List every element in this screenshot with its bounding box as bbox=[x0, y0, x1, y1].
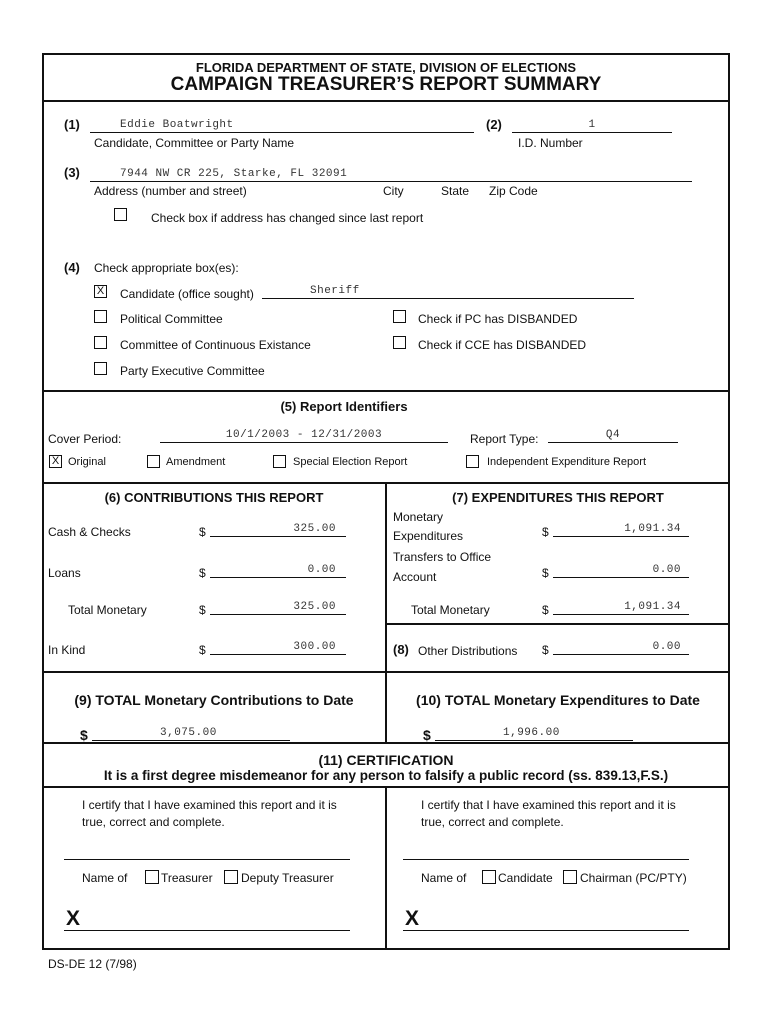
right-name-line bbox=[403, 859, 689, 860]
right-cert-line-2: true, correct and complete. bbox=[421, 815, 564, 829]
monetary-expenditures-label-2: Expenditures bbox=[393, 529, 464, 543]
divider bbox=[386, 623, 730, 625]
monetary-expenditures-label-1: Monetary bbox=[393, 510, 444, 524]
address-label: Address (number and street) bbox=[94, 184, 247, 198]
total-expenditures-title: (10) TOTAL Monetary Expenditures to Date bbox=[416, 692, 700, 708]
left-cert-line-1: I certify that I have examined this report and it is bbox=[82, 798, 337, 812]
loans-currency: $ bbox=[199, 566, 206, 580]
address-value[interactable]: 7944 NW CR 225, Starke, FL 32091 bbox=[120, 168, 348, 180]
section-2-number: (2) bbox=[486, 117, 502, 132]
independent-expenditure-checkbox[interactable] bbox=[466, 455, 479, 468]
deputy-treasurer-label: Deputy Treasurer bbox=[241, 871, 334, 885]
divider bbox=[42, 100, 730, 102]
party-executive-label: Party Executive Committee bbox=[120, 364, 265, 378]
treasurer-label: Treasurer bbox=[161, 871, 213, 885]
state-label: State bbox=[441, 184, 470, 198]
transfers-label-1: Transfers to Office bbox=[393, 550, 492, 564]
loans-line bbox=[210, 577, 346, 578]
certification-title: (11) CERTIFICATION bbox=[318, 752, 454, 768]
candidate-signature-line[interactable] bbox=[403, 930, 689, 931]
column-divider bbox=[385, 786, 387, 949]
divider bbox=[42, 390, 730, 392]
cash-currency: $ bbox=[199, 525, 206, 539]
chairman-checkbox[interactable] bbox=[563, 870, 577, 884]
cover-period-line bbox=[160, 442, 448, 443]
expenditures-total-value[interactable]: 1,091.34 bbox=[624, 601, 681, 613]
in-kind-value[interactable]: 300.00 bbox=[293, 641, 336, 653]
amendment-label: Amendment bbox=[166, 456, 226, 468]
contributions-total-line bbox=[210, 614, 346, 615]
treasurer-signature-mark: X bbox=[66, 907, 81, 930]
candidate-office-label: Candidate (office sought) bbox=[120, 287, 254, 301]
monetary-expenditures-value[interactable]: 1,091.34 bbox=[624, 523, 681, 535]
transfers-currency: $ bbox=[542, 566, 549, 580]
city-label: City bbox=[383, 184, 404, 198]
original-label: Original bbox=[68, 456, 106, 468]
expenditures-total-line bbox=[553, 614, 689, 615]
section-1-number: (1) bbox=[64, 117, 80, 132]
right-name-of-label: Name of bbox=[421, 871, 467, 885]
pc-disbanded-label: Check if PC has DISBANDED bbox=[418, 312, 578, 326]
candidate-name-value[interactable]: Eddie Boatwright bbox=[120, 119, 234, 131]
expenditures-total-label: Total Monetary bbox=[411, 603, 490, 617]
left-name-line bbox=[64, 859, 350, 860]
total-contributions-value[interactable]: 3,075.00 bbox=[160, 727, 217, 739]
certification-warning: It is a first degree misdemeanor for any person to falsify a public record (ss. 839.13,F.S.) bbox=[103, 768, 669, 783]
other-distributions-currency: $ bbox=[542, 643, 549, 657]
deputy-treasurer-checkbox[interactable] bbox=[224, 870, 238, 884]
party-executive-checkbox[interactable] bbox=[94, 362, 107, 375]
candidate-checkbox[interactable]: X bbox=[94, 285, 107, 298]
special-election-checkbox[interactable] bbox=[273, 455, 286, 468]
transfers-line bbox=[553, 577, 689, 578]
zip-label: Zip Code bbox=[489, 184, 538, 198]
monetary-expenditures-line bbox=[553, 536, 689, 537]
in-kind-currency: $ bbox=[199, 643, 206, 657]
cash-checks-label: Cash & Checks bbox=[48, 525, 131, 539]
cce-disbanded-checkbox[interactable] bbox=[393, 336, 406, 349]
right-cert-line-1: I certify that I have examined this report and it is bbox=[421, 798, 676, 812]
candidate-signer-checkbox[interactable] bbox=[482, 870, 496, 884]
cce-disbanded-label: Check if CCE has DISBANDED bbox=[418, 338, 587, 352]
chairman-label: Chairman (PC/PTY) bbox=[580, 871, 687, 885]
office-sought-value[interactable]: Sheriff bbox=[310, 285, 360, 297]
total-contributions-currency: $ bbox=[80, 727, 88, 743]
cash-checks-line bbox=[210, 536, 346, 537]
amendment-checkbox[interactable] bbox=[147, 455, 160, 468]
left-name-of-label: Name of bbox=[82, 871, 128, 885]
left-cert-line-2: true, correct and complete. bbox=[82, 815, 225, 829]
section-4-number: (4) bbox=[64, 260, 80, 275]
report-type-label: Report Type: bbox=[470, 432, 539, 446]
treasurer-checkbox[interactable] bbox=[145, 870, 159, 884]
original-checkbox[interactable]: X bbox=[49, 455, 62, 468]
transfers-value[interactable]: 0.00 bbox=[652, 564, 681, 576]
political-committee-checkbox[interactable] bbox=[94, 310, 107, 323]
other-distributions-line bbox=[553, 654, 689, 655]
other-distributions-label: Other Distributions bbox=[418, 644, 518, 658]
expenditures-total-currency: $ bbox=[542, 603, 549, 617]
agency-title: FLORIDA DEPARTMENT OF STATE, DIVISION OF ELECTIONS bbox=[195, 60, 577, 75]
id-number-line bbox=[512, 132, 672, 133]
column-divider bbox=[385, 482, 387, 742]
address-changed-label: Check box if address has changed since last report bbox=[151, 211, 424, 225]
cover-period-label: Cover Period: bbox=[48, 432, 122, 446]
special-election-label: Special Election Report bbox=[293, 456, 408, 468]
id-number-value[interactable]: 1 bbox=[588, 119, 596, 131]
transfers-label-2: Account bbox=[393, 570, 437, 584]
address-line bbox=[90, 181, 692, 182]
total-contributions-line bbox=[92, 740, 290, 741]
pc-disbanded-checkbox[interactable] bbox=[393, 310, 406, 323]
contributions-total-label: Total Monetary bbox=[68, 603, 147, 617]
treasurer-signature-line[interactable] bbox=[64, 930, 350, 931]
loans-label: Loans bbox=[48, 566, 81, 580]
report-identifiers-title: (5) Report Identifiers bbox=[280, 399, 408, 414]
in-kind-line bbox=[210, 654, 346, 655]
total-expenditures-line bbox=[435, 740, 633, 741]
candidate-signer-label: Candidate bbox=[498, 871, 553, 885]
total-expenditures-currency: $ bbox=[423, 727, 431, 743]
monetary-currency: $ bbox=[542, 525, 549, 539]
id-number-label: I.D. Number bbox=[518, 136, 583, 150]
candidate-signature-mark: X bbox=[405, 907, 420, 930]
form-id: DS-DE 12 (7/98) bbox=[48, 957, 137, 971]
expenditures-title: (7) EXPENDITURES THIS REPORT bbox=[452, 490, 664, 505]
political-committee-label: Political Committee bbox=[120, 312, 223, 326]
form-title: CAMPAIGN TREASURER’S REPORT SUMMARY bbox=[170, 74, 602, 95]
office-sought-line bbox=[262, 298, 634, 299]
divider bbox=[42, 671, 730, 673]
candidate-name-line bbox=[90, 132, 474, 133]
contributions-total-currency: $ bbox=[199, 603, 206, 617]
address-changed-checkbox[interactable] bbox=[114, 208, 127, 221]
section-3-number: (3) bbox=[64, 165, 80, 180]
cover-period-value[interactable]: 10/1/2003 - 12/31/2003 bbox=[225, 429, 383, 441]
candidate-name-label: Candidate, Committee or Party Name bbox=[94, 136, 295, 150]
check-boxes-label: Check appropriate box(es): bbox=[94, 261, 239, 275]
other-distributions-value[interactable]: 0.00 bbox=[652, 641, 681, 653]
report-type-line bbox=[548, 442, 678, 443]
section-8-number: (8) bbox=[393, 642, 409, 657]
independent-expenditure-label: Independent Expenditure Report bbox=[487, 456, 647, 468]
contributions-title: (6) CONTRIBUTIONS THIS REPORT bbox=[104, 490, 324, 505]
cce-label: Committee of Continuous Existance bbox=[120, 338, 311, 352]
total-contributions-title: (9) TOTAL Monetary Contributions to Date bbox=[74, 692, 354, 708]
total-expenditures-value[interactable]: 1,996.00 bbox=[503, 727, 560, 739]
loans-value[interactable]: 0.00 bbox=[307, 564, 336, 576]
divider bbox=[42, 742, 730, 744]
in-kind-label: In Kind bbox=[48, 643, 86, 657]
cce-checkbox[interactable] bbox=[94, 336, 107, 349]
contributions-total-value[interactable]: 325.00 bbox=[293, 601, 336, 613]
report-type-value[interactable]: Q4 bbox=[605, 429, 621, 441]
cash-checks-value[interactable]: 325.00 bbox=[293, 523, 336, 535]
